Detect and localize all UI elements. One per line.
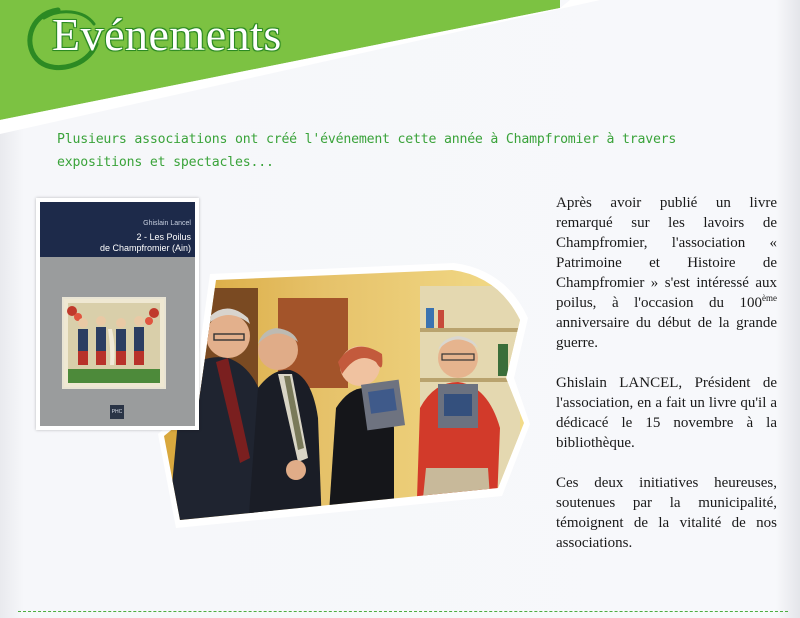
intro-paragraph: Plusieurs associations ont créé l'événement cette année à Champfromier à travers expositions et spectacles...: [57, 132, 677, 170]
book-author: Ghislain Lancel: [143, 220, 191, 227]
article-paragraph-1: Après avoir publié un livre remarqué sur les lavoirs de Champfromier, l'association « Patrimoine et Histoire de Champfromier » s'est intéressé aux poilus, à l'occasion du 100ème anniversaire du début de la grande guerre.: [556, 195, 777, 351]
footer-dotted-line: [18, 611, 788, 612]
book-cover: [36, 198, 199, 430]
page-title: Evénements: [52, 9, 282, 60]
book-illustration: [62, 297, 166, 389]
article-paragraph-3: Ces deux initiatives heureuses, soutenues par la municipalité, témoignent de la vitalité de nos associations.: [556, 475, 777, 551]
book-cover-header: [40, 202, 195, 257]
book-title: 2 - Les Poilus de Champfromier (Ain): [99, 232, 191, 253]
article-body: [556, 193, 777, 573]
publisher-logo: PHC: [110, 405, 124, 419]
event-photo: [158, 258, 530, 528]
article-paragraph-2: Ghislain LANCEL, Président de l'association, en a fait un livre qu'il a dédicacé le 15 novembre à la bibliothèque.: [556, 375, 777, 451]
book-cover-body: [40, 257, 195, 426]
